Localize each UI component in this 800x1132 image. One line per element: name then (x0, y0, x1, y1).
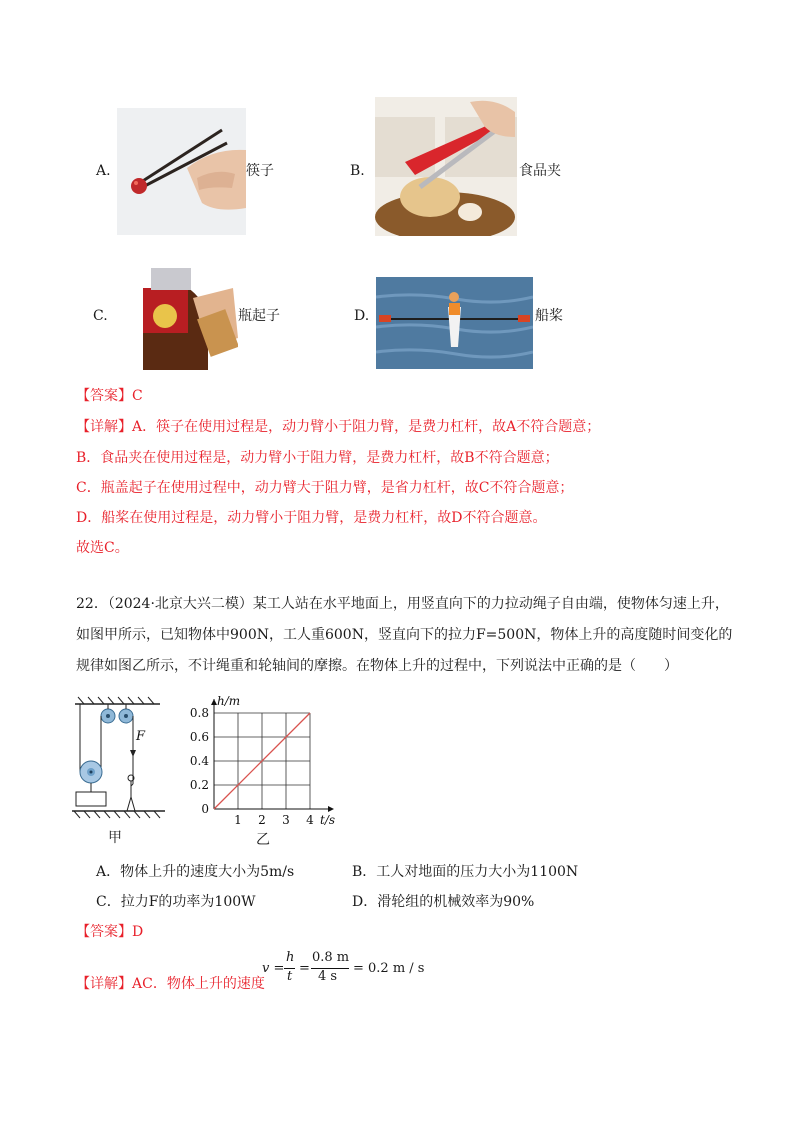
pulley-diagram (70, 694, 180, 824)
formula-lhs: v = (262, 961, 285, 976)
question-text-line: 规律如图乙所示，不计绳重和轮轴间的摩擦。在物体上升的过程中，下列说法中正确的是（ ） (76, 658, 678, 674)
question-text-line: 22．（2024·北京大兴二模）某工人站在水平地面上，用竖直向下的力拉动绳子自由端，使物体匀速上升， (76, 596, 729, 612)
force-label: F (136, 729, 146, 744)
choice-d: D．滑轮组的机械效率为90% (352, 894, 535, 910)
ceiling-hatch (75, 697, 160, 704)
y-axis-label: h/m (217, 695, 241, 708)
option-b-letter: B. (350, 163, 365, 179)
choice-c: C．拉力F的功率为100W (96, 894, 256, 910)
y-tick-label: 0.2 (190, 778, 209, 792)
chopsticks-image (117, 108, 246, 235)
fraction-h-numerator: h (286, 950, 295, 965)
formula-equals: = (299, 961, 310, 976)
answer-detail-line: 【详解】AC．物体上升的速度 (76, 976, 265, 992)
formula-result: = 0.2 m / s (353, 961, 425, 976)
fraction-numerator: 0.8 m (312, 950, 350, 965)
option-d-letter: D. (354, 308, 370, 324)
option-d-label: 船桨 (535, 308, 563, 324)
bottle-opener-image (113, 258, 238, 370)
food-tongs-image (375, 97, 517, 236)
option-c-label: 瓶起子 (238, 308, 280, 324)
answer-detail-line: 【详解】A．筷子在使用过程是，动力臂小于阻力臂，是费力杠杆，故A不符合题意； (76, 419, 601, 435)
movable-pulley (80, 761, 102, 792)
choice-a: A．物体上升的速度大小为5m/s (96, 864, 295, 880)
answer-label: 【答案】C (76, 388, 143, 404)
rowing-oar-image (376, 277, 533, 369)
figure-yi-caption: 乙 (256, 832, 270, 848)
x-tick-label: 4 (306, 813, 314, 827)
answer-detail-line: C．瓶盖起子在使用过程中，动力臂大于阻力臂，是省力杠杆，故C不符合题意； (76, 480, 574, 496)
answer-detail-line: B．食品夹在使用过程是，动力臂小于阻力臂，是费力杠杆，故B不符合题意； (76, 450, 559, 466)
height-time-chart (190, 695, 350, 845)
x-tick-label: 3 (282, 813, 290, 827)
question-text-line: 如图甲所示，已知物体中900N，工人重600N，竖直向下的拉力F=500N，物体上升的高度随时间变化的 (76, 627, 733, 643)
x-axis-arrow (328, 806, 334, 812)
ground-hatch (72, 811, 165, 818)
y-tick-label: 0 (201, 802, 209, 816)
answer-detail-line: D．船桨在使用过程是，动力臂小于阻力臂，是费力杠杆，故D不符合题意。 (76, 510, 547, 526)
fraction-denominator: 4 s (318, 969, 338, 984)
load-block (76, 792, 106, 806)
option-a-letter: A. (96, 163, 111, 179)
option-a-label: 筷子 (246, 163, 274, 179)
choice-b: B．工人对地面的压力大小为1100N (352, 864, 579, 880)
y-tick-label: 0.8 (190, 706, 209, 720)
fraction-t-denominator: t (287, 969, 293, 984)
y-tick-label: 0.4 (190, 754, 209, 768)
option-c-letter: C. (93, 308, 108, 324)
answer-label: 【答案】D (76, 924, 144, 940)
y-tick-label: 0.6 (190, 730, 209, 744)
x-tick-label: 1 (234, 813, 242, 827)
x-axis-label: t/s (320, 813, 336, 827)
worker-figure (127, 775, 135, 811)
answer-conclusion: 故选C。 (76, 540, 129, 556)
fixed-pulleys (101, 704, 133, 723)
option-b-label: 食品夹 (519, 163, 561, 179)
x-tick-label: 2 (258, 813, 266, 827)
figure-jia-caption: 甲 (108, 830, 122, 846)
